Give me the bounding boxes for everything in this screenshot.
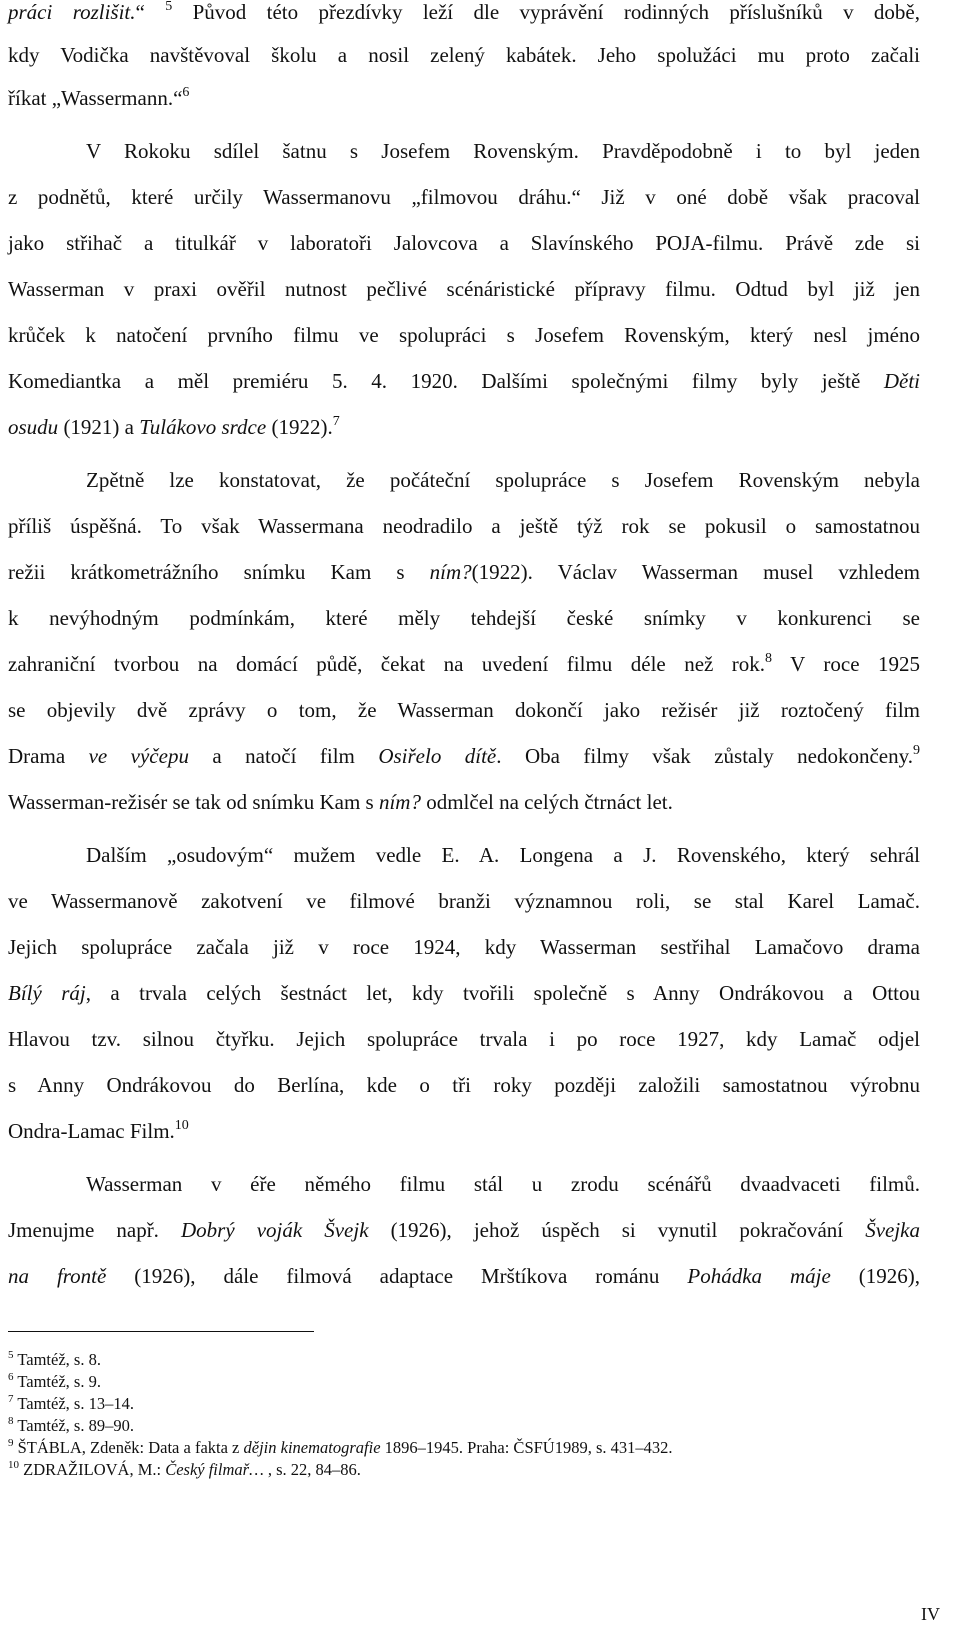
- italic-text: ním?: [429, 560, 472, 584]
- text-run: , s. 22, 84–86.: [263, 1460, 361, 1479]
- text-line: [8, 233, 920, 254]
- text-line: [8, 608, 920, 629]
- text-line: [86, 470, 920, 491]
- text-line: [8, 187, 920, 208]
- text-line: [8, 325, 920, 346]
- text-run: , a trvala celých šestnáct let, kdy tvořili společně s Anny Ondrákovou a Ottou: [85, 981, 920, 1005]
- footnote-marker: 8: [765, 651, 773, 666]
- italic-text: na frontě: [8, 1264, 107, 1288]
- footnote-marker: 8: [8, 1415, 14, 1427]
- text-run: Ondra-Lamac Film.: [8, 1119, 175, 1143]
- footnote-marker: 7: [332, 414, 340, 429]
- text-line: [8, 937, 920, 958]
- footnote: [8, 1459, 361, 1479]
- text-run: V roce 1925: [772, 652, 920, 676]
- text-run: Tamtéž, s. 13–14.: [13, 1394, 134, 1413]
- text-run: (1926), dále filmová adaptace Mrštíkova románu: [106, 1264, 688, 1288]
- text-run: z podnětů, které určily Wassermanovu „filmovou dráhu.“ Již v oné době však pracoval: [8, 185, 920, 209]
- text-run: Tamtéž, s. 9.: [13, 1372, 101, 1391]
- footnote: [8, 1415, 134, 1435]
- text-run: s Anny Ondrákovou do Berlína, kde o tři roky později založili samostatnou výrobnu: [8, 1073, 920, 1097]
- text-run: Komediantka a měl premiéru 5. 4. 1920. Dalšími společnými filmy byly ještě: [8, 369, 884, 393]
- text-run: ve Wassermanově zakotvení ve filmové branži významnou roli, se stal Karel Lamač.: [8, 889, 920, 913]
- text-line: [8, 1075, 920, 1096]
- italic-text: ním?: [378, 790, 421, 814]
- italic-text: Švejka: [865, 1218, 920, 1242]
- text-line: [8, 85, 920, 110]
- italic-text: Český filmař…: [165, 1460, 264, 1479]
- text-line: [8, 891, 920, 912]
- text-run: V Rokoku sdílel šatnu s Josefem Rovenským. Pravděpodobně i to byl jeden: [86, 139, 920, 163]
- text-line: [86, 1174, 920, 1195]
- text-line: [8, 371, 920, 392]
- text-run: odmlčel na celých čtrnáct let.: [420, 790, 673, 814]
- text-line: [8, 1220, 920, 1241]
- text-run: 1896–1945. Praha: ČSFÚ1989, s. 431–432.: [380, 1438, 673, 1457]
- footnote-separator: [8, 1331, 314, 1332]
- text-run: “: [135, 0, 166, 24]
- footnote-marker: 9: [913, 743, 920, 758]
- text-run: zahraniční tvorbou na domácí půdě, čekat na uvedení filmu déle než rok.: [8, 652, 766, 676]
- italic-text: Bílý ráj: [8, 981, 86, 1005]
- text-run: (1926), jehož úspěch si vynutil pokračování: [368, 1218, 866, 1242]
- text-run: . Oba filmy však zůstaly nedokončeny.: [496, 744, 913, 768]
- text-line: [8, 1118, 920, 1143]
- text-run: Wasserman-režisér se tak od snímku Kam s: [8, 790, 379, 814]
- text-run: režii krátkometrážního snímku Kam s: [8, 560, 430, 584]
- text-line: [8, 562, 920, 583]
- text-line: [8, 414, 920, 439]
- footnote-marker: 10: [174, 1118, 189, 1133]
- footnote-marker: 6: [182, 85, 190, 100]
- text-run: Hlavou tzv. silnou čtyřku. Jejich spolupráce trvala i po roce 1927, kdy Lamač odjel: [8, 1027, 920, 1051]
- footnote-marker: 6: [8, 1371, 14, 1383]
- text-line: [8, 983, 920, 1004]
- text-run: příliš úspěšná. To však Wassermana neodradilo a ještě týž rok se pokusil o samostatnou: [8, 514, 920, 538]
- italic-text: ve výčepu: [88, 744, 189, 768]
- text-line: [8, 651, 920, 676]
- italic-text: Dobrý voják Švejk: [180, 1218, 369, 1242]
- text-run: Zpětně lze konstatovat, že počáteční spolupráce s Josefem Rovenským nebyla: [86, 468, 920, 492]
- text-run: Wasserman v éře němého filmu stál u zrodu scénářů dvaadvaceti filmů.: [86, 1172, 920, 1196]
- italic-text: Děti: [883, 369, 920, 393]
- page-number: IV: [921, 1604, 940, 1624]
- text-line: [8, 45, 920, 66]
- text-run: Wasserman v praxi ověřil nutnost pečlivé scénáristické přípravy filmu. Odtud byl již jen: [8, 277, 920, 301]
- text-run: krůček k natočení prvního filmu ve spolupráci s Josefem Rovenským, který nesl jméno: [8, 323, 920, 347]
- text-run: se objevily dvě zprávy o tom, že Wasserman dokončí jako režisér již roztočený film: [8, 698, 920, 722]
- footnote: [8, 1371, 101, 1391]
- text-line: [8, 279, 920, 300]
- footnote: [8, 1349, 101, 1369]
- text-run: ZDRAŽILOVÁ, M.:: [19, 1460, 166, 1479]
- text-line: [8, 1266, 920, 1287]
- footnote: [8, 1437, 673, 1457]
- footnote-marker: 5: [8, 1349, 14, 1361]
- text-line: [86, 141, 920, 162]
- text-run: Dalším „osudovým“ mužem vedle E. A. Longena a J. Rovenského, který sehrál: [86, 843, 920, 867]
- footnote-marker: 5: [165, 0, 173, 14]
- text-run: k nevýhodným podmínkám, které měly tehdejší české snímky v konkurenci se: [8, 606, 920, 630]
- text-line: [86, 845, 920, 866]
- text-run: Jmenujme např.: [8, 1218, 181, 1242]
- text-run: (1922).: [266, 415, 333, 439]
- text-run: Tamtéž, s. 8.: [13, 1350, 101, 1369]
- text-line: [8, 1029, 920, 1050]
- text-line: [8, 700, 920, 721]
- text-run: ŠTÁBLA, Zdeněk: Data a fakta z: [13, 1438, 244, 1457]
- footnote-marker: 10: [8, 1459, 19, 1471]
- text-line: [8, 743, 920, 768]
- text-run: Drama: [8, 744, 89, 768]
- text-run: (1921) a: [58, 415, 140, 439]
- italic-text: práci rozlišit.: [8, 0, 136, 24]
- text-line: [8, 792, 920, 813]
- text-run: Jejich spolupráce začala již v roce 1924, kdy Wasserman sestřihal Lamačovo drama: [8, 935, 920, 959]
- text-run: kdy Vodička navštěvoval školu a nosil zelený kabátek. Jeho spolužáci mu proto začali: [8, 43, 920, 67]
- italic-text: osudu: [8, 415, 59, 439]
- footnote-marker: 7: [8, 1393, 14, 1405]
- italic-text: Osiřelo dítě: [378, 744, 497, 768]
- footnote: [8, 1393, 134, 1413]
- text-line: [8, 2, 920, 23]
- text-run: jako střihač a titulkář v laboratoři Jalovcova a Slavínského POJA-filmu. Právě zde si: [8, 231, 920, 255]
- text-run: (1926),: [830, 1264, 920, 1288]
- footnote-marker: 9: [8, 1437, 14, 1449]
- text-line: [8, 516, 920, 537]
- italic-text: dějin kinematografie: [243, 1438, 381, 1457]
- text-run: Původ této přezdívky leží dle vyprávění rodinných příslušníků v době,: [172, 0, 920, 24]
- text-run: a natočí film: [188, 744, 379, 768]
- italic-text: Pohádka máje: [687, 1264, 831, 1288]
- italic-text: Tulákovo srdce: [139, 415, 267, 439]
- text-run: (1922). Václav Wasserman musel vzhledem: [471, 560, 920, 584]
- text-run: říkat „Wassermann.“: [8, 86, 183, 110]
- text-run: Tamtéž, s. 89–90.: [13, 1416, 134, 1435]
